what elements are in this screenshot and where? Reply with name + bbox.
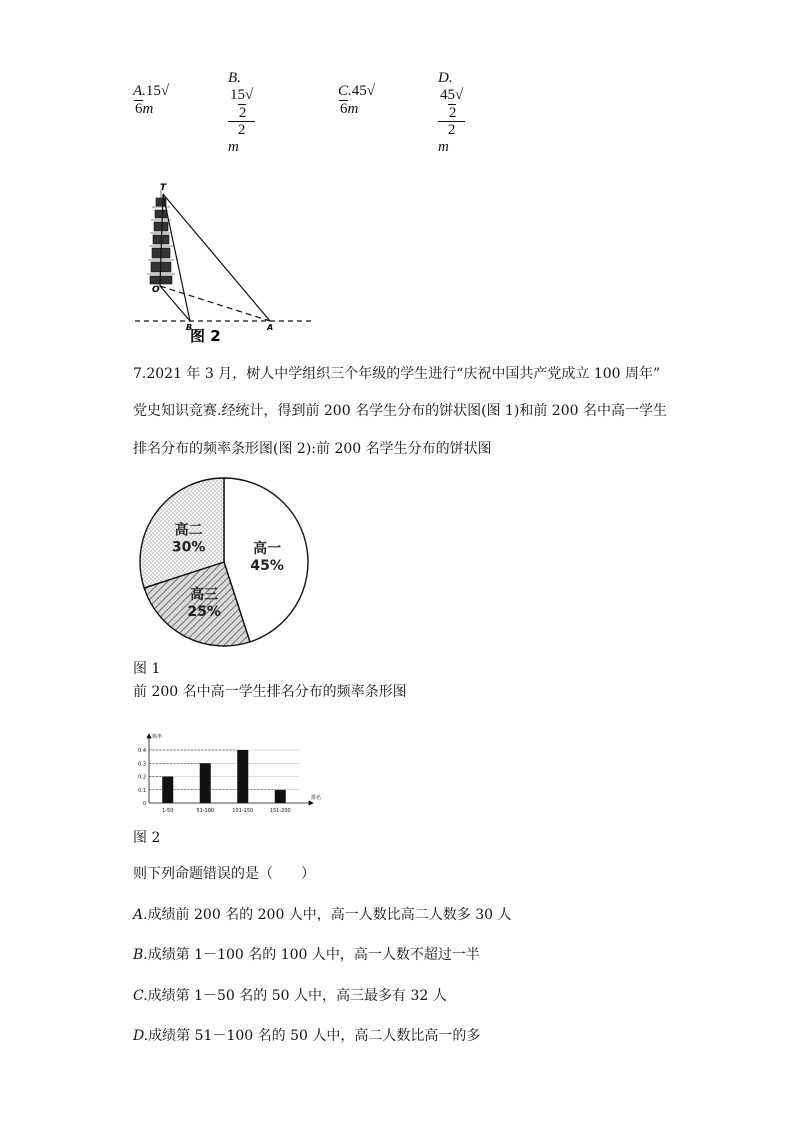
- q7-line-3: 排名分布的频率条形图(图 2):前 200 名学生分布的饼状图: [133, 441, 492, 457]
- option-a-coef: 15: [145, 83, 161, 99]
- option-a-radicand: 6: [135, 101, 143, 117]
- option-b-fraction: $\frac{15√2}{2}$: [230, 87, 254, 139]
- bar-2: [200, 763, 211, 803]
- bar-1: [162, 777, 173, 804]
- choice-b-text: 成绩第 1－100 名的 100 人中，高一人数不超过一半: [147, 947, 480, 963]
- y-tick-label-4: 0.4: [138, 748, 146, 754]
- bar-4: [275, 790, 286, 803]
- bar-chart-title: 前 200 名中高一学生排名分布的频率条形图: [133, 684, 407, 700]
- y-tick-label-1: 0.1: [138, 787, 146, 794]
- y-tick-label-3: 0.3: [138, 761, 146, 768]
- x-tick-label-3: 101-150: [232, 808, 254, 814]
- x-axis-label: 排名: [311, 795, 322, 801]
- option-c: C.45√6m: [338, 83, 375, 117]
- q7-line-1: 7.2021 年 3 月，树人中学组织三个年级的学生进行“庆祝中国共产党成立 100 周年”: [133, 366, 661, 382]
- pie-slice-name-3: 高二: [174, 522, 203, 539]
- pie-slice-label-2: 25%: [187, 603, 221, 620]
- choice-a-text: 成绩前 200 名的 200 人中，高一人数比高二人数多 30 人: [147, 907, 512, 923]
- x-tick-label-4: 151-200: [269, 808, 291, 814]
- pie-chart: [130, 470, 320, 655]
- choice-d: [133, 1028, 480, 1045]
- option-b-unit: m: [228, 138, 239, 155]
- option-b-denominator: 2: [237, 122, 246, 139]
- choice-c-letter: C.: [133, 988, 148, 1004]
- bar-3: [237, 750, 248, 803]
- option-d-coef: 45: [440, 87, 455, 104]
- choice-c-text: 成绩第 1－50 名的 50 人中，高三最多有 32 人: [147, 988, 447, 1004]
- x-tick-label-2: 51-100: [196, 808, 215, 814]
- q7-line-2: 党史知识竞赛.经统计，得到前 200 名学生分布的饼状图(图 1)和前 200 名中高一学生: [133, 403, 667, 419]
- tower-figure: [130, 180, 330, 345]
- option-c-unit: m: [347, 101, 359, 117]
- choice-b: [133, 947, 480, 964]
- line-OA: [160, 286, 270, 321]
- option-c-radicand: 6: [340, 101, 348, 117]
- pie-caption: 图 1: [133, 661, 161, 677]
- y-tick-label-0: 0: [142, 801, 146, 807]
- option-c-label: C.: [338, 83, 352, 99]
- option-b: [228, 70, 255, 156]
- question-prompt: 则下列命题错误的是（ ）: [133, 866, 315, 882]
- option-a-unit: m: [142, 101, 154, 117]
- tower-caption: 图 2: [190, 327, 221, 345]
- option-d: [438, 70, 465, 156]
- line-TA: [163, 194, 270, 321]
- bar-caption: 图 2: [133, 830, 161, 846]
- y-tick-label-2: 0.2: [138, 774, 146, 781]
- option-d-unit: m: [438, 138, 449, 155]
- option-d-label: D.: [438, 70, 453, 87]
- choice-d-text: 成绩第 51－100 名的 50 人中，高二人数比高一的多: [148, 1028, 481, 1044]
- label-T: T: [160, 183, 167, 193]
- x-tick-label-1: 1-50: [162, 808, 174, 814]
- y-axis-label: 频率: [152, 734, 163, 740]
- label-O: O: [152, 285, 160, 295]
- option-a: A.15√6m: [133, 83, 170, 117]
- choice-c: [133, 988, 447, 1005]
- label-A: A: [267, 323, 274, 332]
- pie-slice-name-2: 高三: [190, 586, 219, 603]
- option-d-denominator: 2: [447, 122, 456, 139]
- option-c-coef: 45: [351, 83, 367, 99]
- option-d-radicand: 2: [448, 104, 457, 121]
- bar-chart: [133, 726, 333, 821]
- choice-b-letter: B.: [133, 947, 148, 963]
- option-a-label: A.: [133, 83, 146, 99]
- pie-slice-name-1: 高一: [253, 541, 282, 558]
- pie-slice-label-3: 30%: [171, 539, 206, 556]
- option-b-label: B.: [228, 70, 241, 87]
- choice-d-letter: D.: [133, 1028, 149, 1044]
- pie-slice-label-1: 45%: [250, 558, 284, 575]
- choice-a-letter: A.: [133, 907, 148, 923]
- choice-a: [133, 907, 512, 924]
- option-b-coef: 15: [230, 87, 245, 104]
- label-B: B: [186, 323, 193, 332]
- x-axis-arrow: [309, 801, 313, 805]
- option-b-radicand: 2: [238, 104, 247, 121]
- option-d-fraction: $\frac{45√2}{2}$: [440, 87, 464, 139]
- y-axis-arrow: [147, 734, 151, 738]
